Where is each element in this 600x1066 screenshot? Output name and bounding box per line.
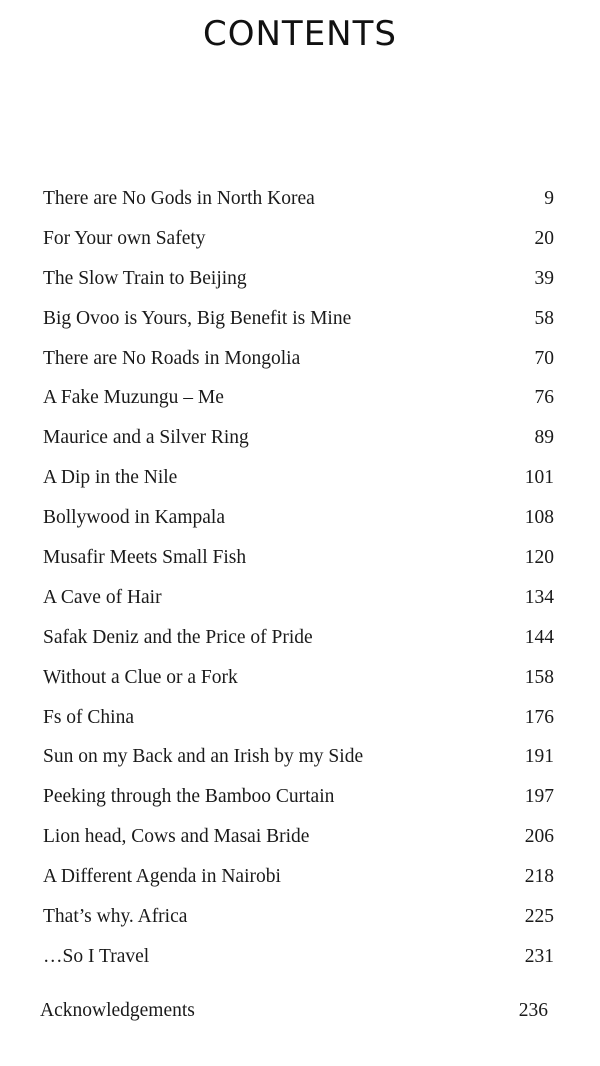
toc-entry-page: 101 [524, 467, 554, 489]
toc-entry[interactable] [43, 661, 554, 701]
toc-entry-title: Lion head, Cows and Masai Bride [43, 826, 310, 848]
toc-entry[interactable] [43, 461, 554, 501]
toc-entry-title: Big Ovoo is Yours, Big Benefit is Mine [43, 307, 352, 329]
toc-entry-page: 218 [524, 866, 554, 888]
toc-entry-title: That’s why. Africa [43, 906, 188, 928]
toc-entry-acknowledgements[interactable] [40, 994, 548, 1028]
acknowledgements-page: 236 [518, 1000, 548, 1021]
toc-entry-page: 158 [524, 666, 554, 688]
toc-entry-title: Safak Deniz and the Price of Pride [43, 626, 313, 648]
toc-entry-title: Musafir Meets Small Fish [43, 547, 247, 569]
toc-entry-page: 120 [524, 547, 554, 569]
toc-entry-page: 197 [524, 786, 554, 808]
toc-entry[interactable] [43, 342, 554, 382]
toc-entry-page: 108 [524, 507, 554, 529]
toc-entry-page: 89 [534, 427, 554, 449]
toc-entry-title: Bollywood in Kampala [43, 507, 225, 529]
toc-entry-title: A Fake Muzungu – Me [43, 387, 224, 409]
toc-entry-title: …So I Travel [43, 945, 150, 967]
toc-entry[interactable] [43, 541, 554, 581]
toc-entry-page: 20 [534, 227, 554, 249]
acknowledgements-title: Acknowledgements [40, 1000, 195, 1021]
toc-entry-page: 231 [524, 945, 554, 967]
toc-entry-title: A Dip in the Nile [43, 467, 178, 489]
toc-entry[interactable] [43, 581, 554, 621]
toc-entry-page: 70 [534, 347, 554, 369]
toc-entry-page: 9 [544, 188, 554, 209]
toc-entry-title: The Slow Train to Beijing [43, 267, 247, 289]
toc-entry-title: A Cave of Hair [43, 586, 162, 608]
toc-entry[interactable] [43, 701, 554, 741]
toc-entry[interactable] [43, 780, 554, 820]
toc-entry[interactable] [43, 860, 554, 900]
table-of-contents [43, 182, 554, 980]
toc-entry-title: There are No Roads in Mongolia [43, 347, 301, 369]
toc-entry-page: 39 [534, 267, 554, 289]
toc-entry-title: Fs of China [43, 706, 135, 728]
toc-entry-title: A Different Agenda in Nairobi [43, 866, 281, 888]
toc-entry-page: 225 [524, 906, 554, 928]
toc-entry[interactable] [43, 182, 554, 222]
toc-entry[interactable] [43, 940, 554, 980]
toc-entry[interactable] [43, 381, 554, 421]
toc-entry[interactable] [43, 820, 554, 860]
toc-entry-page: 134 [524, 586, 554, 608]
toc-entry[interactable] [43, 740, 554, 780]
toc-entry-page: 176 [524, 706, 554, 728]
toc-entry[interactable] [43, 900, 554, 940]
toc-entry[interactable] [43, 501, 554, 541]
toc-entry-page: 144 [524, 626, 554, 648]
toc-entry-title: Sun on my Back and an Irish by my Side [43, 746, 364, 768]
toc-entry[interactable] [43, 222, 554, 262]
toc-entry[interactable] [43, 302, 554, 342]
toc-entry[interactable] [43, 421, 554, 461]
toc-entry-page: 76 [534, 387, 554, 409]
toc-entry-title: Maurice and a Silver Ring [43, 427, 249, 449]
toc-entry-title: For Your own Safety [43, 227, 206, 249]
toc-entry-page: 206 [524, 826, 554, 848]
page-title: CONTENTS [203, 14, 397, 54]
toc-entry-title: Peeking through the Bamboo Curtain [43, 786, 335, 808]
toc-entry-title: Without a Clue or a Fork [43, 666, 238, 688]
toc-entry[interactable] [43, 621, 554, 661]
toc-entry-title: There are No Gods in North Korea [43, 188, 315, 209]
toc-entry-page: 58 [534, 307, 554, 329]
toc-entry[interactable] [43, 262, 554, 302]
toc-entry-page: 191 [524, 746, 554, 768]
